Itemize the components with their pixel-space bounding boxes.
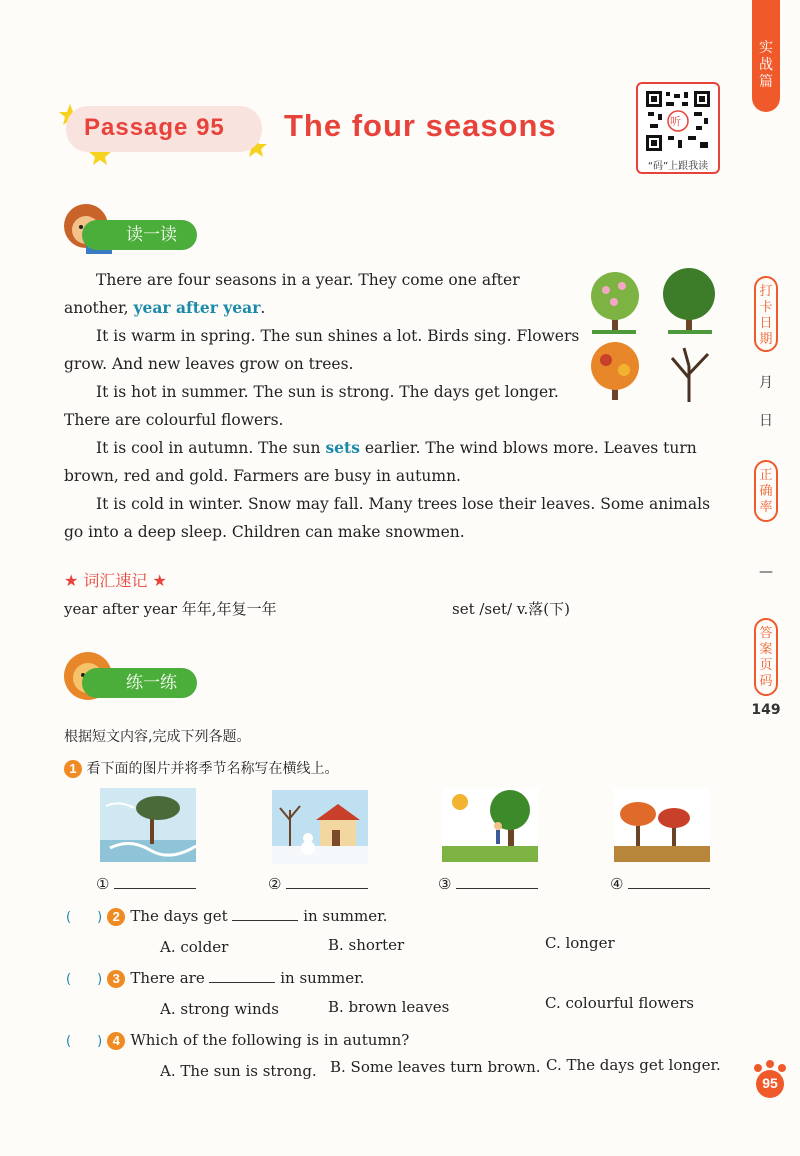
question-2-option-b[interactable]: B. shorter (328, 936, 405, 954)
vocab-item-1: year after year 年年,年复一年 (64, 600, 277, 618)
question-2 (66, 906, 387, 926)
spring-tree-icon (591, 272, 639, 334)
answer-page-pill (754, 618, 778, 696)
answer-page-label: 答案页码 (759, 626, 773, 689)
question-4-answer-paren[interactable]: ( ) (66, 1034, 103, 1049)
question-2-stem: The days get (130, 907, 233, 925)
accuracy-label: 正确率 (759, 468, 773, 515)
question-4-option-a[interactable]: A. The sun is strong. (160, 1062, 317, 1080)
question-2-stem-end: in summer. (298, 907, 388, 925)
blank-1-line[interactable] (114, 874, 196, 889)
question-3-number: 3 (107, 970, 125, 988)
blank-3-label: ③ (438, 875, 452, 893)
summer-tree-icon (663, 268, 715, 334)
vocab-highlight-sets: sets (325, 438, 360, 457)
instruction-text: 根据短文内容,完成下列各题。 (64, 729, 251, 745)
question-3-option-c[interactable]: C. colourful flowers (545, 994, 694, 1012)
four-seasons-trees-image (584, 266, 720, 406)
question-3-option-b[interactable]: B. brown leaves (328, 998, 450, 1016)
blank-4-label: ④ (610, 875, 624, 893)
day-label: 日 (759, 413, 773, 429)
question-4 (66, 1030, 409, 1050)
qr-listen-label: 听 (670, 115, 681, 128)
vocab-item-2: set /set/ v.落(下) (452, 600, 571, 618)
accuracy-pill (754, 460, 778, 522)
question-4-option-b[interactable]: B. Some leaves turn brown. (330, 1058, 541, 1076)
paragraph-4 (64, 434, 726, 490)
question-3-stem: There are (130, 969, 210, 987)
sidebar-top-tab (752, 0, 780, 112)
answer-page-number: 149 (751, 702, 781, 718)
accuracy-dash: — (759, 564, 773, 580)
question-4-number: 4 (107, 1032, 125, 1050)
month-label: 月 (759, 375, 773, 391)
question-2-number: 2 (107, 908, 125, 926)
question-3-blank[interactable] (209, 969, 275, 983)
question-4-option-c[interactable]: C. The days get longer. (546, 1056, 721, 1074)
paragraph-5: It is cold in winter. Snow may fall. Many trees lose their leaves. Some animals go into a deep sleep. Children can make snowmen. (64, 495, 711, 541)
blank-3-line[interactable] (456, 874, 538, 889)
page-number-badge (750, 1060, 790, 1100)
winter-tree-icon (672, 348, 708, 402)
blank-2[interactable] (268, 874, 368, 893)
question-3-stem-end: in summer. (275, 969, 365, 987)
question-1-text: 看下面的图片并将季节名称写在横线上。 (86, 761, 339, 777)
blank-4[interactable] (610, 874, 710, 893)
blank-4-line[interactable] (628, 874, 710, 889)
question-1 (64, 758, 338, 778)
practice-section-heading: 练一练 (82, 668, 197, 698)
paragraph-1-text: There are four seasons in a year. They come one after another, (64, 271, 520, 317)
qr-caption: “码”上跟我读 (647, 161, 709, 172)
summer-sun-tree-scene-image (442, 788, 538, 862)
paragraph-4-text: It is cool in autumn. The sun (96, 439, 326, 457)
winter-snowman-scene-image (272, 790, 368, 864)
blank-1-label: ① (96, 875, 110, 893)
blank-3[interactable] (438, 874, 538, 893)
question-2-option-a[interactable]: A. colder (160, 938, 229, 956)
autumn-tree-icon (591, 342, 639, 400)
passage-number: Passage 95 (84, 114, 225, 141)
question-3 (66, 968, 364, 988)
blank-1[interactable] (96, 874, 196, 893)
page-number: 95 (762, 1075, 778, 1091)
autumn-trees-scene-image (614, 788, 710, 862)
blank-2-line[interactable] (286, 874, 368, 889)
vocab-highlight-year-after-year: year after year (133, 298, 261, 317)
paragraph-1-end: . (260, 299, 266, 317)
windy-scene-image (100, 788, 196, 862)
checkin-date-pill (754, 276, 778, 352)
vocab-heading: ★ 词汇速记 ★ (64, 571, 167, 590)
question-3-option-a[interactable]: A. strong winds (160, 1000, 279, 1018)
page-title: The four seasons (284, 108, 557, 143)
paragraph-4-end: earlier. The wind blows more. Leaves turn brown, red and gold. Farmers are busy in autumn. (64, 439, 697, 485)
blank-2-label: ② (268, 875, 282, 893)
question-2-blank[interactable] (232, 907, 298, 921)
question-4-stem: Which of the following is in autumn? (130, 1031, 410, 1049)
question-2-answer-paren[interactable]: ( ) (66, 910, 103, 925)
paragraph-2: It is warm in spring. The sun shines a lot. Birds sing. Flowers grow. And new leaves grow on trees. (64, 327, 580, 373)
question-2-option-c[interactable]: C. longer (545, 934, 615, 952)
paragraph-3: It is hot in summer. The sun is strong. The days get longer. There are colourful flowers. (64, 383, 559, 429)
question-3-answer-paren[interactable]: ( ) (66, 972, 103, 987)
paragraph-1 (64, 266, 584, 322)
checkin-date-label: 打卡日期 (759, 284, 773, 347)
read-section-heading: 读一读 (82, 220, 197, 250)
question-1-number: 1 (64, 760, 82, 778)
sidebar-top-label: 实战篇 (759, 40, 773, 90)
